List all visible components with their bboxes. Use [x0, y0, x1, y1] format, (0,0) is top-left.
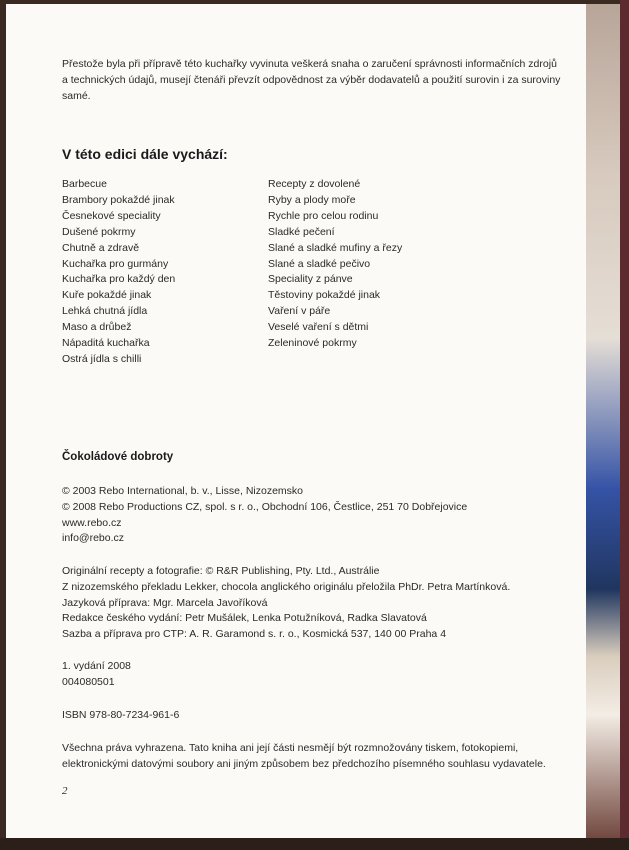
list-item: Zeleninové pokrmy — [268, 337, 357, 350]
list-item: Česnekové speciality — [62, 209, 161, 222]
isbn: ISBN 978-80-7234-961-6 — [62, 709, 180, 721]
page-edge — [586, 4, 622, 840]
list-item: Ostrá jídla s chilli — [62, 352, 142, 365]
list-item: Kuchařka pro každý den — [62, 273, 176, 286]
list-item: Speciality z pánve — [268, 273, 353, 286]
edition-code: 004080501 — [62, 675, 115, 688]
list-item: Lehká chutná jídla — [62, 305, 148, 318]
list-item: Veselé vaření s dětmi — [268, 321, 369, 334]
list-item: Kuchařka pro gurmány — [62, 257, 169, 270]
list-item: Barbecue — [62, 178, 107, 190]
list-item: Rychle pro celou rodinu — [268, 209, 379, 222]
credits-line: Redakce českého vydání: Petr Mušálek, Lenka Potužníková, Radka Slavatová — [62, 612, 427, 625]
credits-line: Jazyková příprava: Mgr. Marcela Javoříková — [62, 596, 268, 609]
credits-block — [62, 564, 510, 643]
rights-line: elektronickými datovými soubory ani jiným způsobem bez předchozího písemného souhlasu vydavatele. — [62, 757, 546, 770]
list-item: Těstoviny pokaždé jinak — [268, 289, 381, 302]
edition-info — [62, 659, 131, 691]
titles-list-right — [268, 177, 402, 352]
rights-block — [62, 741, 562, 773]
list-item: Kuře pokaždé jinak — [62, 289, 152, 302]
website-link[interactable]: www.rebo.cz — [62, 516, 122, 529]
list-item: Chutně a zdravě — [62, 241, 140, 254]
rights-line: Všechna práva vyhrazena. Tato kniha ani její části nesmějí být rozmnožovány tiskem, fotokopiemi, — [62, 742, 519, 754]
list-item: Vaření v páře — [268, 305, 331, 318]
list-item: Dušené pokrmy — [62, 225, 136, 238]
disclaimer — [62, 57, 562, 104]
copyright-line: © 2003 Rebo International, b. v., Lisse, Nizozemsko — [62, 485, 303, 497]
list-item: Slané a sladké pečivo — [268, 257, 371, 270]
titles-list-left — [62, 177, 175, 368]
list-item: Brambory pokaždé jinak — [62, 193, 175, 206]
bottom-edge — [0, 838, 629, 850]
credits-line: Sazba a příprava pro CTP: A. R. Garamond s. r. o., Kosmická 537, 140 00 Praha 4 — [62, 628, 447, 641]
email-link[interactable]: info@rebo.cz — [62, 532, 125, 545]
edition-heading: V této edici dále vychází: — [62, 146, 228, 162]
book-title: Čokoládové dobroty — [62, 451, 174, 463]
book-cover-edge — [620, 0, 629, 850]
isbn-block — [62, 708, 179, 724]
copyright-block — [62, 484, 467, 547]
copyright-line: © 2008 Rebo Productions CZ, spol. s r. o., Obchodní 106, Čestlice, 251 70 Dobřejovice — [62, 500, 468, 513]
list-item: Recepty z dovolené — [268, 178, 361, 190]
page-number: 2 — [62, 785, 68, 797]
list-item: Nápaditá kuchařka — [62, 337, 150, 350]
list-item: Sladké pečení — [268, 225, 335, 238]
list-item: Maso a drůbež — [62, 321, 132, 334]
disclaimer-line: Přestože byla při přípravě této kuchařky vyvinuta veškerá snaha o zaručení správnosti informačních zdrojů — [62, 58, 557, 70]
list-item: Slané a sladké mufiny a řezy — [268, 241, 403, 254]
credits-line: Originální recepty a fotografie: © R&R Publishing, Pty. Ltd., Austrálie — [62, 565, 380, 577]
edition-number: 1. vydání 2008 — [62, 660, 131, 672]
credits-line: Z nizozemského překladu Lekker, chocola anglického originálu přeložila PhDr. Petra Martínková. — [62, 580, 511, 593]
list-item: Ryby a plody moře — [268, 193, 356, 206]
disclaimer-line: a technických údajů, musejí čtenáři převzít odpovědnost za výběr dodavatelů a použití surovin i za suroviny samé. — [62, 73, 561, 102]
